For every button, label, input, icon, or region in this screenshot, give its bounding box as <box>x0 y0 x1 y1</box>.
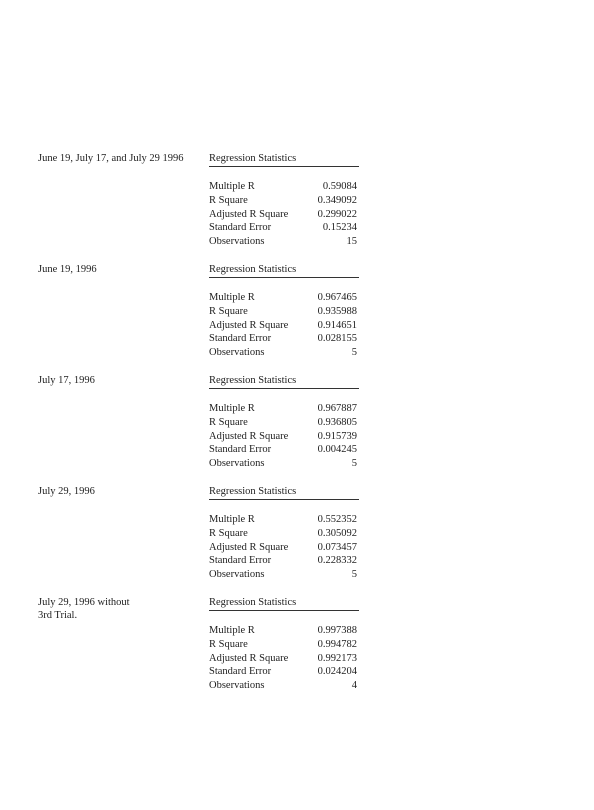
regression-stats-table <box>209 152 360 249</box>
stat-row-observations: Observations 15 <box>209 236 357 248</box>
section-label: June 19, July 17, and July 29 1996 <box>38 153 184 164</box>
stat-row-adjusted-r-square: Adjusted R Square 0.914651 <box>209 319 357 331</box>
stats-title: Regression Statistics <box>209 374 359 389</box>
section-label: July 17, 1996 <box>38 375 95 386</box>
stat-row-multiple-r: Multiple R 0.967887 <box>209 403 357 414</box>
regression-stats-table <box>209 596 360 693</box>
regression-stats-table <box>209 263 360 360</box>
stat-row-r-square: R Square 0.936805 <box>209 416 357 428</box>
stat-row-multiple-r: Multiple R 0.997388 <box>209 625 357 636</box>
stat-row-standard-error: Standard Error 0.024204 <box>209 666 357 678</box>
stat-row-multiple-r: Multiple R 0.552352 <box>209 514 357 525</box>
stat-row-r-square: R Square 0.935988 <box>209 305 357 317</box>
stats-title: Regression Statistics <box>209 596 359 611</box>
stats-title: Regression Statistics <box>209 485 359 500</box>
section-label: July 29, 1996 <box>38 486 95 497</box>
stat-row-r-square: R Square 0.349092 <box>209 194 357 206</box>
stat-row-r-square: R Square 0.305092 <box>209 527 357 539</box>
stat-row-observations: Observations 4 <box>209 680 357 692</box>
stat-row-adjusted-r-square: Adjusted R Square 0.299022 <box>209 208 357 220</box>
stat-row-observations: Observations 5 <box>209 458 357 470</box>
stat-row-standard-error: Standard Error 0.004245 <box>209 444 357 456</box>
stat-row-standard-error: Standard Error 0.228332 <box>209 555 357 567</box>
regression-stats-table <box>209 374 360 471</box>
stat-row-observations: Observations 5 <box>209 347 357 359</box>
stat-row-observations: Observations 5 <box>209 569 357 581</box>
stat-row-adjusted-r-square: Adjusted R Square 0.073457 <box>209 541 357 553</box>
regression-stats-table <box>209 485 360 582</box>
stat-row-standard-error: Standard Error 0.15234 <box>209 222 357 234</box>
stat-row-multiple-r: Multiple R 0.59084 <box>209 181 357 192</box>
stats-title: Regression Statistics <box>209 152 359 167</box>
section-label: July 29, 1996 without 3rd Trial. <box>38 597 130 621</box>
stat-row-standard-error: Standard Error 0.028155 <box>209 333 357 345</box>
stat-row-multiple-r: Multiple R 0.967465 <box>209 292 357 303</box>
section-label: June 19, 1996 <box>38 264 97 275</box>
stat-row-r-square: R Square 0.994782 <box>209 638 357 650</box>
stats-title: Regression Statistics <box>209 263 359 278</box>
stat-row-adjusted-r-square: Adjusted R Square 0.915739 <box>209 430 357 442</box>
stat-row-adjusted-r-square: Adjusted R Square 0.992173 <box>209 652 357 664</box>
